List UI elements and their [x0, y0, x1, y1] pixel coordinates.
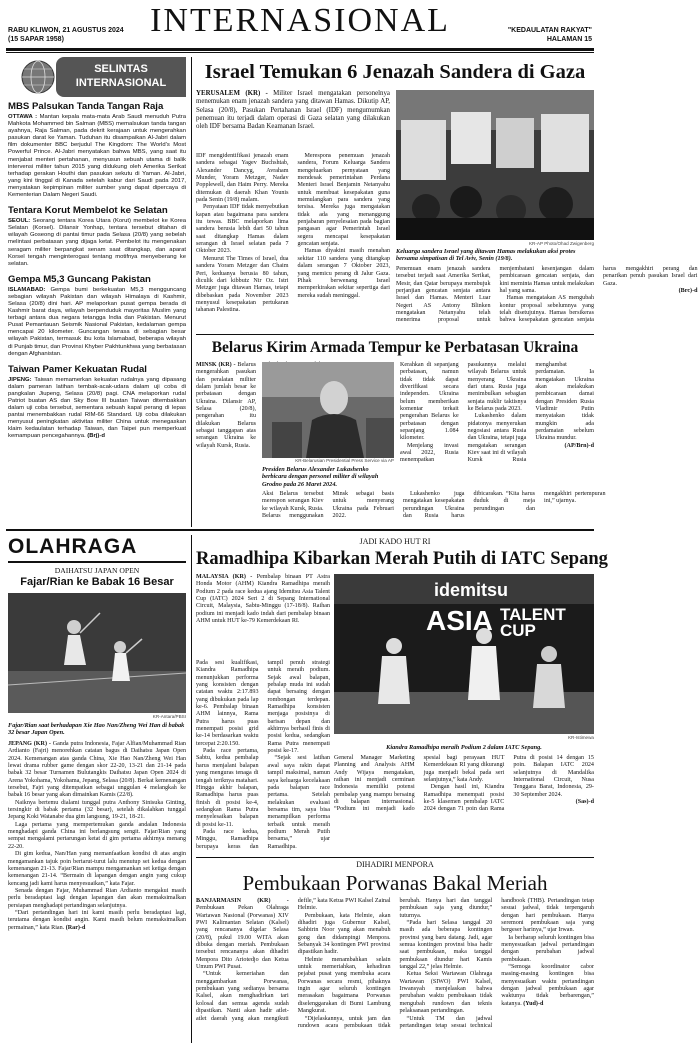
paragraph: Di gim kedua, Nan/Han yang memanfaatkan kondisi di atas angin mengamankan tajuk poin bertarut-turut lalu menutup set kedua dengan kemenangan 21-13. Fajar/Rian mampu mengamankan set ketiga dengan kemenangan 21-14. “Bermain di lapangan dengan angin yang cukup kencang jadi kami harus menyesuaikan,” kata Fajar. [8, 851, 186, 887]
olahraga-section [8, 535, 186, 1043]
lukashenko-photo [262, 362, 394, 458]
paragraph: Penemuan enam jenazah sandera tersebut terjadi saat Amerika Serikat, Mesir, dan Qatar berupaya membujuk perjanjian gencatan senjata antara Israel dan Hamas. Menteri Luar Negeri AS Antony Blinken mengatakan Netanyahu telah menerima proposal untuk menjembatani kesenjangan dalam pembicaraan gencatan senjata, dan kini meminta Hamas untuk melakukan hal yang sama. [396, 266, 594, 324]
gaza-body-left [196, 153, 390, 330]
paragraph: Naiknya bertemu dialami tunggal putra Anthony Sinisuka Ginting, tersingkir di babak pertama (32 besar), setelah dikalahkan tunggal Jepang Koki Watanabe dua gim langsung, 19-21, 18-21. [8, 799, 186, 821]
paragraph: Pada race pertama, Sabtu, kedua pembalap harus menjalani balapan yang menguras tenaga di tengah teriknya matahari. Hingga akhir balapan, Ramadhipa harus puas finish di posisi ke-4, sedangkan Rama Putra menyelesaikan balapan di posisi ke-11. [196, 748, 259, 828]
paragraph: Kerahkan di sepanjang perbatasan, namun tidak tidak dapat diverifikasi secara independen. Ukraina belum memberikan komentar terkait pengerahan Belarus ke perbatasan dengan sepanjang 1.084 kilometer. [400, 362, 459, 442]
sidebar-item-korut [8, 205, 186, 268]
paragraph: “Untuk kemeriahan dan menggambarkan Porwanas, pembukaan yang sedianya bersama Kalsel, akan menghadirkan tari kolosal dan semua agenda sudah dipastikan. Nanti akan hadir atlet-atlet daerah yang akan mengikuti defile,” kata Ketua PWI Kalsel Zainal Helmie. [196, 898, 391, 1022]
paragraph: Pada sesi kualifikasi, Kiandra Ramadhipa menunjukkan performa yang konsisten dengan catatan waktu 2:17.893 yang dibukukan pada lap ke-6. Pembalap binaan AHM lainnya, Rama Putra harus puas menempati posisi grid ke-14 berdasarkan waktu tercepat 2:20.150. [196, 660, 259, 747]
globe-icon [18, 59, 58, 95]
sport-kicker: DAIHATSU JAPAN OPEN [54, 566, 140, 575]
banner-talent: TALENT [500, 605, 566, 624]
item-body: Gempa bumi berkekuatan M5,3 mengguncang sebagian wilayah Pakistan dan wilayah Himalaya di Kashmir, Selasa (20/8) dini hari. AP melaporkan pusat gempa berada di Kashmir barat daya, wilayah berpenduduk mayoritas Muslim yang terbagi antara dua negara tetangga India dan Pakistan. Menurut Pusat Pemantauan Seismik Nasional Pakistan, kedalaman gempa mencapai 20 kilometer. Guncangan terasa di sebagian besar wilayah Pakistan, termasuk ibu kota Islamabad, beberapa wilayah di Punjab timur, dan Provinsi Khyber Pakhtunkhwa yang berbatasan dengan Afghanistan. [8, 286, 186, 357]
paragraph: Ia berharap seluruh kontingen bisa menyesuaikan jadwal pertandingan dengan perubahan jadwal pembukaan. [501, 934, 594, 963]
article-dateline: YERUSALEM (KR) - [196, 90, 274, 97]
item-dateline: ISLAMABAD: [8, 286, 51, 293]
sidebar-item-title: MBS Palsukan Tanda Tangan Raja [8, 101, 164, 112]
sidebar-item-mbs [8, 101, 186, 199]
sidebar-item-taiwan [8, 364, 186, 441]
selintas-badge [56, 57, 186, 97]
article-dateline: MINSK (KR) - [196, 362, 238, 368]
javanese-date: (15 SAPAR 1958) [8, 36, 64, 43]
sidebar-item-gempa [8, 274, 186, 358]
iatc-body-right [334, 755, 594, 853]
paragraph: Belarus mengerahkan pasukan dan peralatan militer dalam jumlah besar ke perbatasan dengan Ukraina. Dilansir AP, Selasa (20/8), pengerahan itu dilakukan Belarus sebagai tanggapan atas serangan Ukraina ke wilayah Kursk, Rusia. [196, 362, 256, 449]
paper-name: "KEDAULATAN RAKYAT" [507, 27, 592, 34]
iatc-lead [196, 574, 330, 659]
paragraph: Menjelang invasi awal 2022, Rusia menempatkan pasukannya melalui wilayah Belarus untuk menyerang Ukraina dari utara. Rusia juga menimbulkan sebagian senjata nuklir taktisnya ke Belarus pada 2023. [400, 362, 527, 464]
paragraph: Hamas diyakini masih menahan sekitar 110 sandera yang ditangkap dalam serangan 7 Oktober 2023, yang memicu perang di Jalur Gaza. Pihak berwenang Israel memperkirakan sekitar sepertiga dari mereka sudah meninggal. [297, 248, 390, 299]
photo-credit: KR-AP Photo/Ohad Zwigenberg [528, 241, 594, 246]
photo-caption: Presiden Belarus Alexander Lukashenko berbicara dengan personel militer di wilayah Grodno pada 26 Maret 2024. [262, 466, 379, 488]
selintas-sidebar [8, 57, 186, 527]
gaza-body-right [396, 266, 698, 332]
paragraph: Pembalap binaan PT Astra Honda Motor (AHM) Kiandra Ramadhipa meraih Podium 2 pada race kedua ajang Idemitsu Asia Talent Cup (IATC) 2024 Seri 2 di Sepang International Circuit, Malaysia, Sabtu-Minggu (17-18/8). Raihan podium ini menjadi kado indah dari pembalap binaan AHM untuk HUT ke-79 Kemerdekaan RI. [196, 574, 330, 625]
headline-belarus: Belarus Kirim Armada Tempur ke Perbatasan Ukraina [211, 339, 579, 356]
sidebar-item-title: Tentara Korut Membelot ke Selatan [8, 205, 168, 217]
photo-caption: Fajar/Rian saat berhadapan Xie Hao Nan/Zheng Wei Han di babak 32 besar Japan Open. [8, 722, 185, 737]
section-rule [196, 334, 594, 335]
podium-photo [334, 574, 594, 734]
photo-caption: Kiandra Ramadhipa meraih Podium 2 dalam IATC Sepang. [386, 744, 542, 751]
paragraph: “Pada hari Selasa tanggal 20 masih ada beberapa kontingen provinsi yang baru datang. Jadi, agar semua kontingen provinsi bisa hadir saat pembukaan, maka tanggal pembukaan diundur hari Kamis tanggal 22,” jelas Helmie. [399, 920, 493, 971]
date-line: RABU KLIWON, 21 AGUSTUS 2024 [8, 27, 124, 34]
article-code: (Brc)-d [678, 288, 698, 295]
headline-gaza: Israel Temukan 6 Jenazah Sandera di Gaza [204, 61, 586, 83]
gaza-protest-photo [396, 90, 594, 240]
sidebar-item-title: Gempa M5,3 Guncang Pakistan [8, 273, 151, 285]
sport-body [8, 741, 186, 1043]
gaza-lead [196, 90, 390, 152]
paragraph: Menurut The Times of Israel, dua sandera Yoram Metzger dan Chaim Peri, keduanya berusia 80 tahun, diculik dari kibbutz Nir Oz. Istri Metzger juga ditawan Hamas, tetapi dibebaskan pada November 2023 menyusul kesepakatan pertukaran tahanan Palestina. [196, 255, 289, 314]
porwanas-body [196, 898, 594, 1043]
photo-credit: KR-Belarusian Presidential Press Service via AP [295, 458, 394, 463]
belarus-body-under-photo [262, 491, 606, 525]
paragraph: “Dijelaskannya, untuk jam dan rundown acara pembukaan tidak berubah. Hanya hari dan tanggal pembukaan saja yang diundur,” tuturnya. [297, 898, 493, 1029]
idemitsu-logo-text: idemitsu [434, 580, 509, 600]
article-code: (AP/Brn)-d [564, 442, 594, 449]
section-rule [196, 857, 594, 858]
item-dateline: OTTAWA : [8, 114, 40, 120]
badge-line-2: INTERNASIONAL [75, 77, 167, 89]
article-code: (Sas)-d [575, 799, 594, 806]
belarus-col1 [196, 362, 256, 524]
paragraph: Aksi Belarus tersebut merespon serangan Kiev ke wilayah Kursk, Rusia. Belarus menggunakan Minsk sebagai basis untuk menyerang Ukraina pada Februari 2022. [262, 491, 394, 520]
paragraph: Senada dengan Fajar, Muhammad Rian Ardianto mengakui masih perlu beradaptasi lagi dengan lapangan dan akan memaksimalkan persiapan menghadapi pertandingan selanjutnya. [8, 887, 186, 909]
badge-line-1: SELINTAS [94, 63, 148, 75]
paragraph: “Semoga koordinator cabor masing-masing kontingen bisa menyesuaikan waktu pertandingan dengan jadwal pembukaan agar waktunya tidak berbarengan,” katanya. [501, 964, 594, 1007]
banner-cup: CUP [500, 621, 536, 640]
iatc-body-left [196, 660, 330, 853]
paragraph: IDF mengidentifikasi jenazah enam sandera sebagai Yagev Buchshtab, Alexander Dancyg, Avraham Munder, Yoram Metzger, Nadav Popplewell, dan Haim Perry. Mereka ditemukan di daerah Khan Younis pada Senin (19/8) malam. [196, 153, 289, 204]
iatc-kicker: JADI KADO HUT RI [359, 537, 431, 546]
photo-caption: Keluarga sandera Israel yang ditawan Hamas melakukan aksi protes bersama simpatisan di Tel Aviv, Senin (19/8). [396, 248, 576, 263]
olahraga-label: OLAHRAGA [8, 535, 138, 558]
sidebar-item-title: Taiwan Pamer Kekuatan Rudal [8, 363, 147, 375]
headline-ramadhipa: Ramadhipa Kibarkan Merah Putih di IATC Sepang [196, 549, 608, 569]
masthead-rule [6, 48, 594, 51]
sidebar-divider [191, 57, 192, 527]
belarus-body-right [400, 362, 594, 525]
item-body: Taiwan memamerkan kekuatan rudalnya yang dipasang dalam pameran latihan tembak-acak-udara dalam uji coba di pangkalan Jiupeng, Selasa (20/8) pagi. CNA melaporkan rudal Patriot buatan AS dan Sky Bow III buatan Taiwan ditembakkan dalam uji coba tersebut, sementara sebuah kapal perang di lepas pantai menembakkan rudal RIM-66 Standard. Uji coba dilakukan menyusul peningkatan aktivitas militer China untuk menegaskan klaim kedaulatan terhadap Taiwan, dan Taipei pun memperkuat kemampuan pencegahannya. [8, 376, 186, 440]
paragraph: Ganda putra Indonesia, Fajar Alfian/Muhammad Rian Ardianto (Fajri) menorehkan catatan bagus di Daihatsu Japan Open 2024. Kemenangan atas ganda China, Xie Hao Nan/Zheng Wei Han lewat drama rubber game dengan skor 22-20, 13-21 dan 21-14 pada babak 32 besar Turnamen Bulutangkis Daihatsu Japan Open 2024 di Arena Yokohama, Yokohama, Jepang, Selasa (20/8). Berkat kemenangan tersebut, Fajri yang ditempatkan sebagai unggulan 4 melangkah ke babak 16 besar yang akan dimainkan Kamis (22/8). [8, 741, 186, 799]
section-rule-thick [6, 529, 594, 531]
paragraph: Merespons penemuan jenazah sandera, Forum Keluarga Sandera mengeluarkan pernyataan yang mendesak pemerintahan Perdana Menteri Israel Benjamin Netanyahu untuk membuat kesepakatan guna memulangkan para sandera yang tersisa. Mereka juga mengatakan tidak ada yang menanggung penjabaran penyelesaian pada bagian pangasan agar Pemerintah Israel segera mencapai kesepakatan gencatan senjata. [297, 153, 390, 248]
item-dateline: SEOUL: [8, 218, 33, 225]
gaza-lead-text: Militer Israel mengatakan personelnya menemukan enam jenazah sandera yang ditawan Hamas. Dikutip AP, Selasa (20/8), Pasukan Pertahanan Israel (IDF) mengumumkan penemuan itu terjadi dalam operasi di Gaza selatan yang dilakukan oleh IDF bersama Badan Keamanan Israel. [196, 90, 390, 131]
photo-credit: KR-Istimewa [567, 735, 594, 740]
paragraph: Laga pertama yang mempertemukan ganda andalan Indonesia menghadapi ganda China ini berlangsung sengit. Fajar/Rian yang sempat mengalami pertarungan ketat di gim pertama akhirnya menang 22-20. [8, 821, 186, 850]
article-code: (Brj)-d [87, 433, 105, 440]
badminton-photo [8, 593, 186, 713]
masthead-rule-thin [6, 52, 594, 53]
paragraph: Penyataan IDF tidak menyebutkan kapan atau bagaimana para sandera itu tewas. BBC melaporkan lima sandera berusia lebih dari 50 tahun saat ditangkap Hamas dalam serangan di Israel selatan pada 7 Oktober 2023. [196, 204, 289, 255]
paragraph: Pada race kedua, Minggu, Ramadhipa berupaya keras dan tampil penuh strategi untuk meraih podium. Sejak awal balapan, pebalap muda ini sudah dapat bersaing dengan rombongan terdepan. Ramadhipa konsisten menjaga posisinya di barisan depan dan akhirnya berhasil finis di posisi kedua, sedangkan Rama Putra menempati posisi ke-17. [196, 660, 330, 850]
article-dateline: JEPANG (KR) - [8, 741, 53, 747]
photo-credit: KR-Antara/PBSI [152, 714, 186, 719]
page-number: HALAMAN 15 [546, 36, 592, 43]
paragraph: “Sejak sesi latihan awal saya rakin dapat tampil maksimal, namun saya keluarga kecelakaan pada balapan race pertama. Setelah melakukan evaluasi bersama tim, saya bisa menampilkan performa terbaik untuk meraih podium Merah Putih bersama,” ujar Ramadhipa. [267, 755, 330, 850]
paragraph: General Manager Marketing Planning and Analysis AHM Andy Wijaya mengatakan, raihan ini menjadi cerminan Indonesia memiliki potensi pembalap yang mampu bersaing di balapan internasional. “Podium ini menjadi kado spesial bagi perayaan HUT Kemerdekaan RI yang dikurangi juga menjadi bekal pada seri selanjutnya,” kata Andy. [334, 755, 505, 813]
item-body: Mantan kepala mata-mata Arab Saudi menuduh Putra Mahkota Mohammed bin Salman (MBS) memalsukan tanda tangan ayahnya, Raja Salman, pada dekrit kerajaan untuk mengerahkan pasukan darat ke Yaman. Tuduhan itu disampaikan Al-Jabri dalam film dokumenter BBC berjudul The Kingdom: The World’s Most Powerful Prince. Al-Jabri menyatakan bahwa MBS, yang saat itu menjabat menteri pertahanan, menyusun sebuah utama di balik intervensi militer tahun 2015 yang didukung oleh Amerika Serikat terhadap gerakan Houthi dan pasukan sekutu di Yaman. Al-Jabri, yang kini tinggal di Kanada setelah kabur dari Saudi pada 2017, menyatakan kepimpinan militer sumber yang dapat dipercaya di Kementerian Dalam Negeri Saudi. [8, 114, 186, 199]
paragraph: Helmie menambahkan selain untuk memeriahkan, kehadiran pejabat pusat yang membuka acara Porwanas secara resmi, pihaknya ingin agar seluruh kontingen merasakan bagaimana Porwanas diselenggarakan di Bumi Lambung Mangkurat. [297, 956, 391, 1015]
paragraph: Ketua Seksi Wartawan Olahraga Wartawan (SIWO) PWI Kalsel, Irwansyah menjelaskan bahwa perubahan waktu pembukaan tidak mengubah rundown dan teknis pelaksanaan pertandingan. [399, 971, 493, 1015]
paragraph: “Untuk TM dan jadwal pertandingan tetap sesuai technical handbook (THB). Pertandingan tetap sesuai jadwal, tidak terpengaruh dengan hari pembukaan. Hanya seremoni pembukaan saja yang bergeser harinya,” ujar Irwan. [399, 898, 594, 1029]
porwanas-kicker: DIHADIRI MENPORA [356, 860, 434, 869]
paragraph: “Dari pertandingan hari ini kami masih perlu beradaptasi lagi, terutama dengan kondisi angin. Kami masih belum memaksimalkan permainan,” kata Rian. [8, 909, 186, 931]
headline-fajar-rian: Fajar/Rian ke Babak 16 Besar [20, 576, 174, 588]
article-code: (Rar)-d [65, 924, 86, 931]
page-section-title: INTERNASIONAL [150, 2, 450, 39]
paragraph: Dengan hasil ini, Kiandra Ramadhipa menempati posisi ke-5 klasemen pembalap IATC 2024 dengan 71 poin dan Rama Putra di posisi 14 dengan 15 poin. Balapan IATC 2024 selanjutnya di Mandalika International Circuit, Nusa Tenggara Barat, Indonesia, 29-30 September 2024. [423, 755, 594, 813]
paragraph: Hamas mengatakan AS mengubah kontur proposal sebelumnya yang telah disetujuinya. Hamas bersikeras bahwa kesepakatan gencatan senjata harus mengakhiri perang dan penarikan penuh pasukan Israel dari Gaza. [499, 266, 698, 324]
article-dateline: BANJARMASIN (KR) - [196, 898, 289, 904]
paragraph: Lukashenko juga mengatakan kesepakatan perundingan Ukraina dan Rusia harus dibicarakan. “Kita harus duduk di meja perundingan dan mengakhiri pertempuran ini,” ujarnya. [403, 491, 606, 520]
banner-asia: ASIA [426, 605, 493, 636]
paragraph: Pembukaan, kata Helmie, akan dihadiri juga Gubernur Kalsel, Sahbirin Noor yang akan menabuh gong dan didampingi Menpora. Sebanyak 34 kontingen PWI provinsi dipastikan hadir. [297, 912, 391, 956]
sidebar-items [8, 101, 186, 527]
headline-porwanas: Pembukaan Porwanas Bakal Meriah [242, 871, 548, 895]
article-code: (Yud)-d [523, 1000, 544, 1007]
item-dateline: JIPENG: [8, 376, 35, 383]
item-body: Seorang tentara Korea Utara (Korut) membelot ke Korea Selatan (Korsel). Dilansir Yonhap, tentara tersebut ditahan di wilayah Goseong di pantai timur pada Selasa (20/8) yang sebelah melintasi perbatasan yang dijaga ketat. Pembelot itu mengenakan seragam militer berpangkat senam saat ditangkap, dan aparat Korsel tengah menginterogasi tentang motifnya menyeberang ke selatan. [8, 218, 186, 267]
label-rule [8, 561, 186, 563]
sport-divider [191, 535, 192, 1043]
paragraph: Lukashenko dalam pidatonya menyerukan negosiasi antara Rusia dan Ukraina, tetapi juga mengatakan serangan Kiev saat ini di wilayah Kursk Rusia menghambat perdamaian. Ia mengatakan Ukraina akan melakukan pembicaraan damai dengan Presiden Rusia Vladimir Putin menyatakan tidak mungkin ada perdamaian sebelum Ukraina mundur. [467, 362, 594, 464]
article-dateline: MALAYSIA (KR) - [196, 574, 257, 580]
masthead [0, 0, 600, 50]
paragraph: Pembukaan Pekan Olahraga Wartawan Nasional (Porwanas) XIV PWI Kalimantan Selatan (Kalsel) yang rencananya digelar Selasa (20/8), pukul 19.00 WITA akan dibuka dengan meriah. Pembukaan tersebut rencananya akan dihadiri Menpora Dito Ariotedjo dan Ketua Umum PWI Pusat. [196, 905, 289, 971]
